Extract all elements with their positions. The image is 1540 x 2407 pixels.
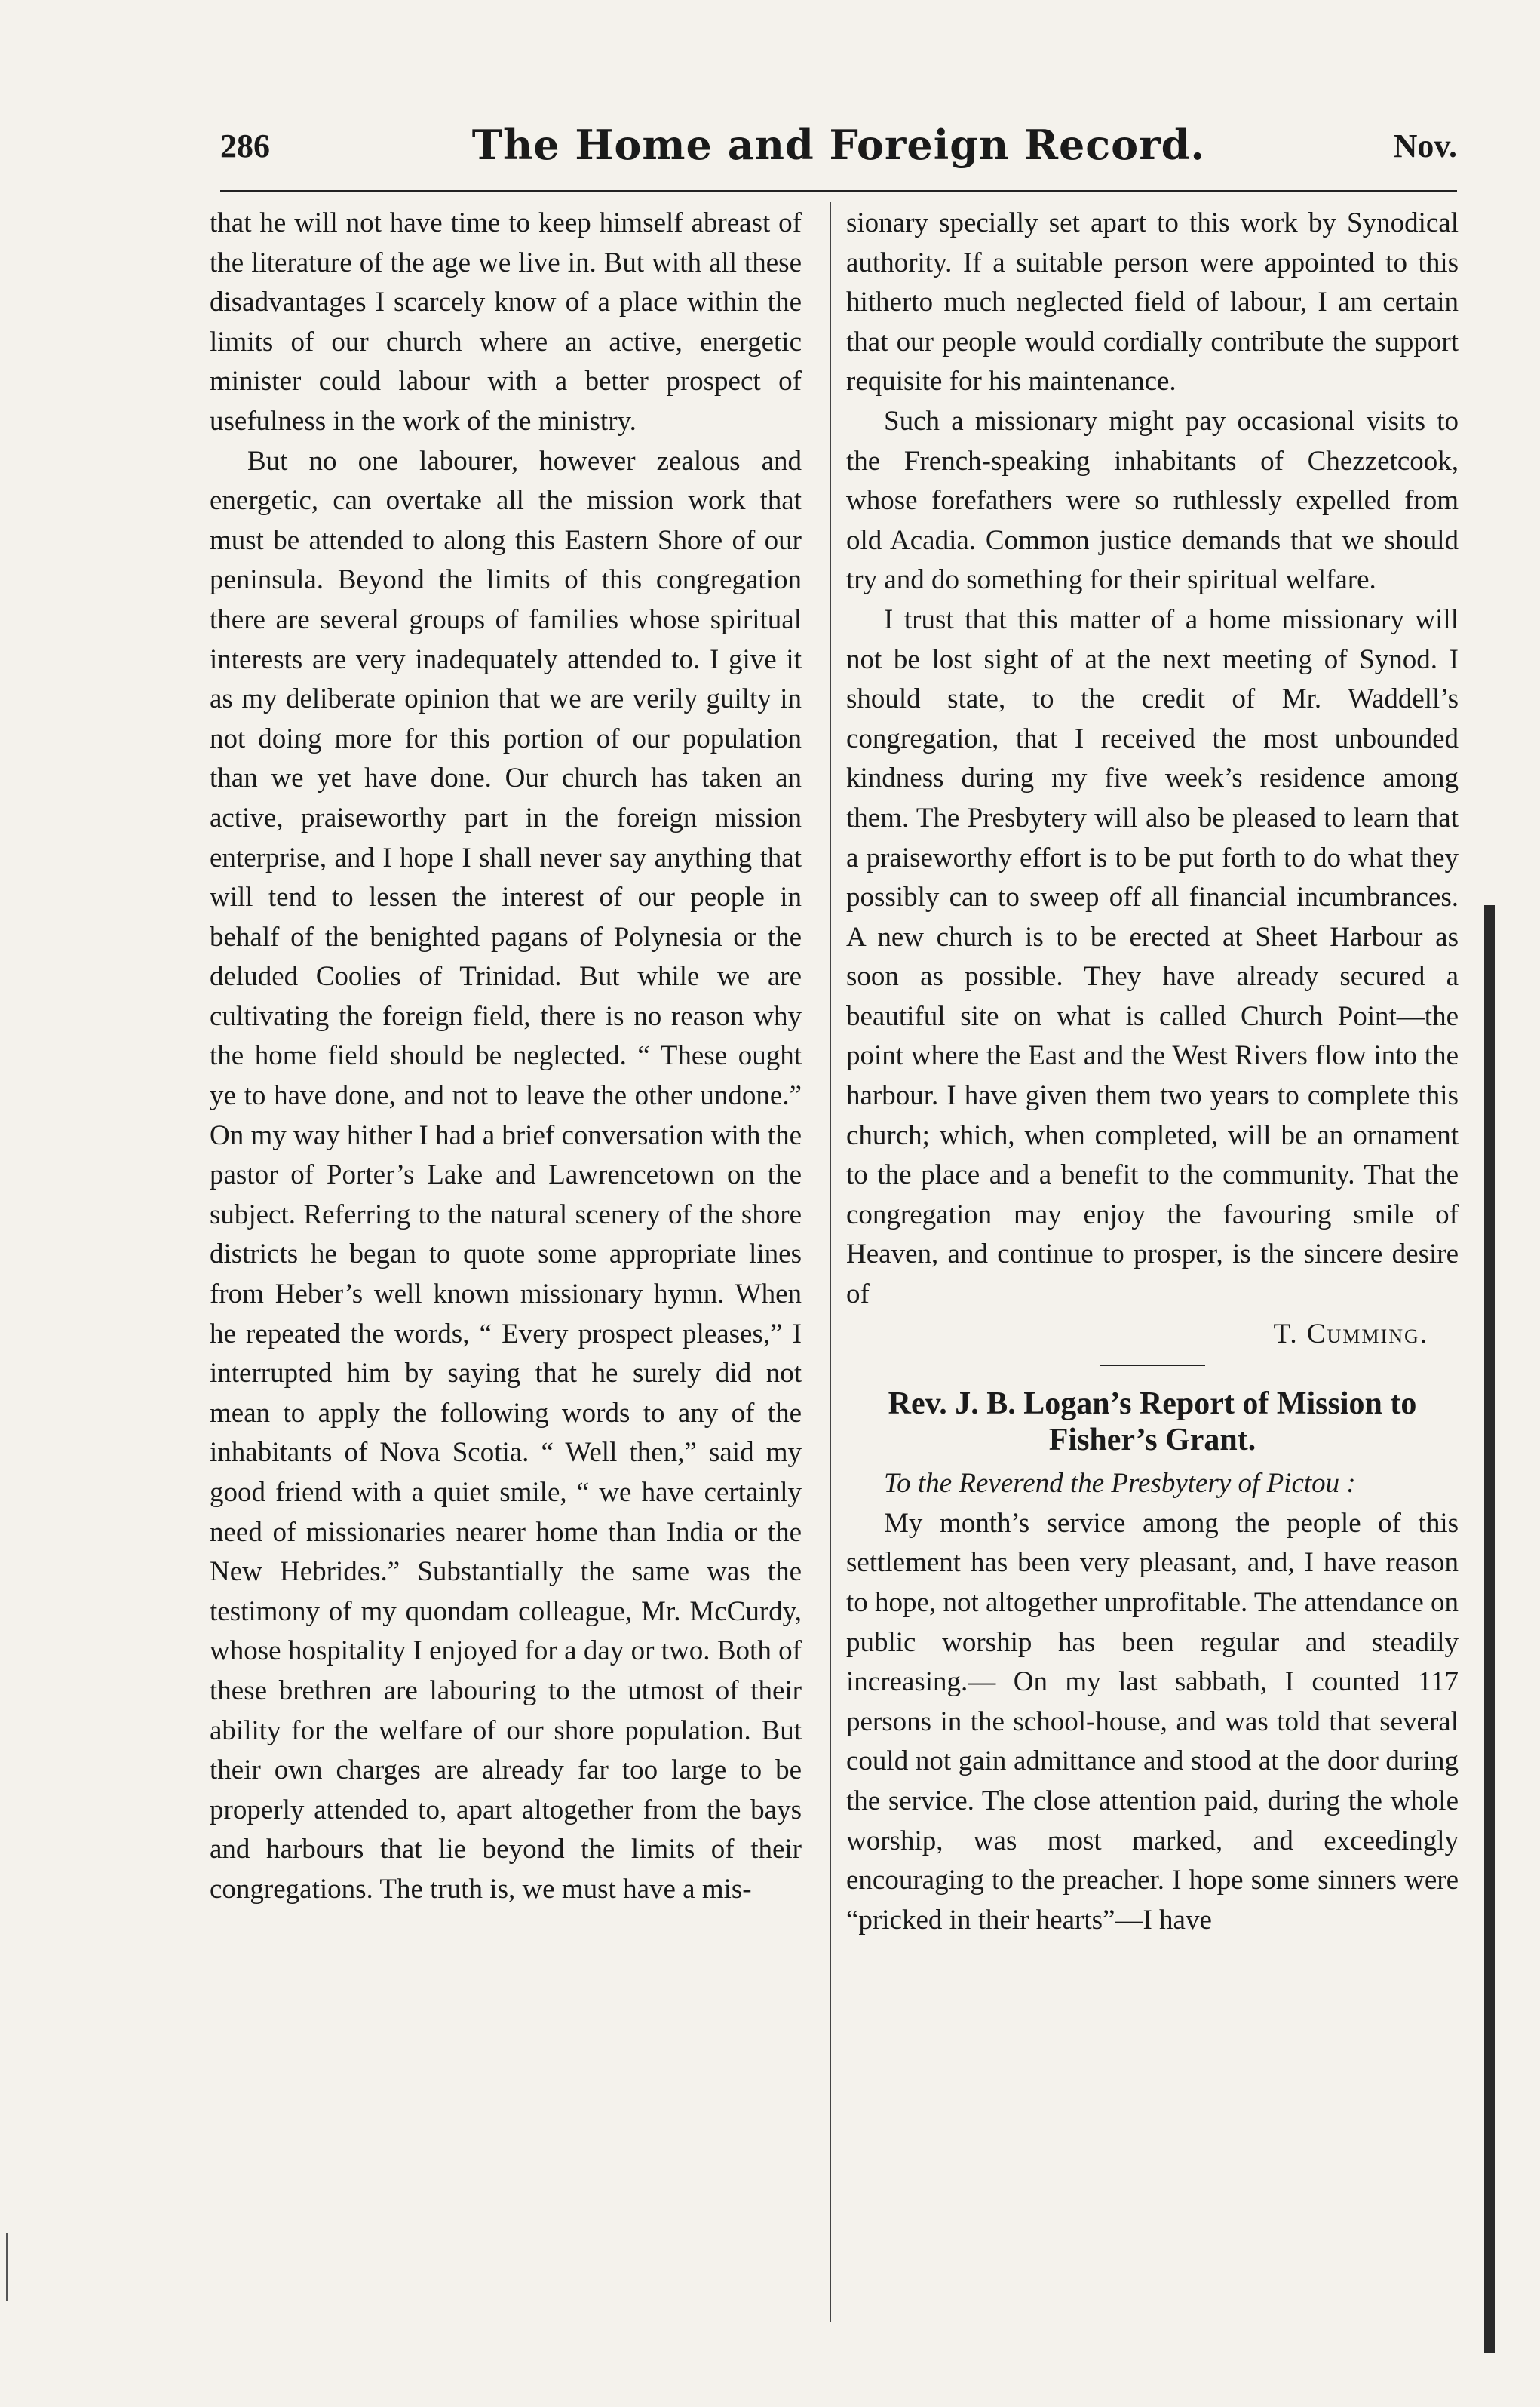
- left-paragraph-1: that he will not have time to keep himself abreast of the literature of the age we live in. But with all these disadvantages I scarcely know of a place within the limits of our church where an active, energetic minister could labour with a better prospect of usefulness in the work of the ministry.: [210, 207, 802, 437]
- right-paragraph-4: My month’s service among the people of this settlement has been very pleasant, and, I have reason to hope, not altogether unprofitable. The attendance on public worship has been regular and steadily increasing.— On my last sabbath, I counted 117 persons in the school-house, and was told that several could not gain admittance and stood at the door during the service. The close attention paid, during the whole worship, was most marked, and exceedingly encouraging to the preacher. I hope some sinners were “pricked in their hearts”—I have: [846, 1507, 1459, 1936]
- signature-rule: [1100, 1365, 1205, 1366]
- page-header: [220, 121, 1457, 181]
- page-number: 286: [220, 127, 270, 164]
- right-paragraph-2: Such a missionary might pay occasional visits to the French-speaking inhabitants of Chezzetcook, whose forefathers were so ruthlessly expelled from old Acadia. Common justice demands that we should try and do something for their spiritual welfare.: [846, 405, 1459, 596]
- signature: T. Cumming.: [1273, 1318, 1428, 1349]
- running-title: The Home and Foreign Record.: [471, 121, 1206, 169]
- left-column: [210, 204, 802, 1910]
- page-edge-shadow: [1484, 905, 1495, 2353]
- page-edge-mark: [6, 2233, 8, 2301]
- left-paragraph-2: But no one labourer, however zealous and energetic, can overtake all the mission work that must be attended to along this Eastern Shore of our peninsula. Beyond the limits of this congregation there are several groups of families whose spiritual interests are very inadequately attended to. I give it as my deliberate opinion that we are verily guilty in not doing more for this portion of our population than we yet have done. Our church has taken an active, praiseworthy part in the foreign mission enterprise, and I hope I shall never say anything that will tend to lessen the interest of our people in behalf of the benighted pagans of Polynesia or the deluded Coolies of Trinidad. But while we are cultivating the foreign field, there is no reason why the home field should be neglected. “ These ought ye to have done, and not to leave the other undone.” On my way hither I had a brief conversation with the pastor of Porter’s Lake and Lawrencetown on the subject. Referring to the natural scenery of the shore districts he began to quote some appropriate lines from Heber’s well known missionary hymn. When he repeated the words, “ Every prospect pleases,” I interrupted him by saying that he surely did not mean to apply the following words to any of the inhabitants of Nova Scotia. “ Well then,” said my good friend with a quiet smile, “ we have certainly need of missionaries nearer home than India or the New Hebrides.” Substantially the same was the testimony of my quondam colleague, Mr. McCurdy, whose hospitality I enjoyed for a day or two. Both of these brethren are labouring to the utmost of their ability for the welfare of our shore population. But their own charges are already far too large to be properly attended to, apart altogether from the bays and harbours that lie beyond the limits of their congregations. The truth is, we must have a mis-: [210, 445, 802, 1905]
- right-column: [846, 204, 1459, 1940]
- right-paragraph-1: sionary specially set apart to this work by Synodical authority. If a suitable person were appointed to this hitherto much neglected field of labour, I am certain that our people would cordially contribute the support requisite for his maintenance.: [846, 207, 1459, 398]
- column-divider: [830, 202, 831, 2322]
- header-rule: [220, 190, 1457, 192]
- issue-month: Nov.: [1393, 127, 1457, 164]
- article-address: To the Reverend the Presbytery of Pictou :: [884, 1468, 1356, 1500]
- article-title: Rev. J. B. Logan’s Report of Mission to Fisher’s Grant.: [888, 1386, 1417, 1458]
- right-paragraph-3: I trust that this matter of a home missionary will not be lost sight of at the next meeting of Synod. I should state, to the credit of Mr. Waddell’s congregation, that I received the most unbounded kindness during my five week’s residence among them. The Presbytery will also be pleased to learn that a praiseworthy effort is to be put forth to do what they possibly can to sweep off all financial incumbrances. A new church is to be erected at Sheet Harbour as soon as possible. They have already secured a beautiful site on what is called Church Point—the point where the East and the West Rivers flow into the harbour. I have given them two years to complete this church; which, when completed, will be an ornament to the place and a benefit to the community. That the congregation may enjoy the favouring smile of Heaven, and continue to prosper, is the sincere desire of: [846, 603, 1459, 1310]
